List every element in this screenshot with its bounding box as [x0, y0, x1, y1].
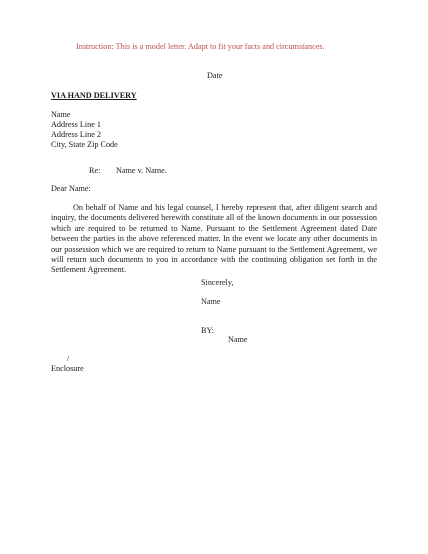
- instruction-note: Instruction: This is a model letter. Adapt to fit your facts and circumstances.: [76, 42, 325, 51]
- city-state-zip: City, State Zip Code: [51, 140, 118, 149]
- address-line-1: Address Line 1: [51, 120, 102, 129]
- body-paragraph: On behalf of Name and his legal counsel, I hereby represent that, after diligent search and inquiry, the documents delivered herewith constitute all of the known documents in our possession which are required to be returned to Name. Pursuant to the Settlement Agreement dated Date between the parties in the above referenced matter. In the event we locate any other documents in our possession which we are required to return to Name pursuant to the Settlement Agreement, we will return such documents to you in accordance with the continuing obligation set forth in the Settlement Agreement.: [51, 203, 377, 275]
- re-subject: Name v. Name.: [116, 166, 167, 175]
- letter-date: Date: [207, 71, 223, 80]
- closing: Sincerely,: [201, 278, 234, 287]
- salutation: Dear Name:: [51, 184, 91, 193]
- by-label: BY:: [201, 326, 214, 335]
- recipient-name: Name: [51, 110, 71, 119]
- delivery-method: VIA HAND DELIVERY: [51, 91, 137, 100]
- initials-line: /: [67, 354, 70, 363]
- re-label: Re:: [89, 166, 101, 175]
- signature-name: Name: [201, 297, 221, 306]
- by-name: Name: [228, 335, 248, 344]
- recipient-address: [51, 110, 118, 150]
- enclosure-note: Enclosure: [51, 364, 84, 373]
- address-line-2: Address Line 2: [51, 130, 102, 139]
